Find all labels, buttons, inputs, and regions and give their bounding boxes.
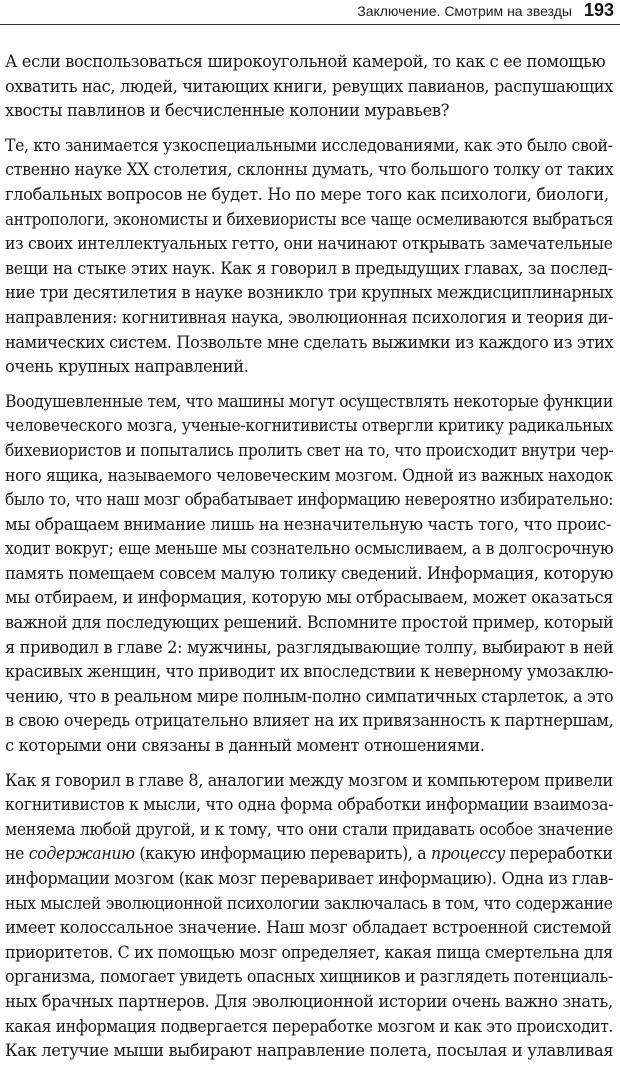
text-run: не xyxy=(5,844,29,864)
text-line: ных мыслей эволюционной психологии заключалась в том, что содержание xyxy=(5,893,613,913)
body-text xyxy=(5,50,613,1074)
text-line: ние три десятилетия в науке возникло три крупных междисциплинарных xyxy=(5,283,613,303)
text-line: ного ящика, называемого человеческим мозгом. Одной из важных находок xyxy=(5,465,613,485)
text-line: хвосты павлинов и бесчисленные колонии муравьев? xyxy=(5,101,450,121)
page-number: 193 xyxy=(583,0,614,20)
chapter-title: Заключение. Смотрим на звезды xyxy=(357,3,572,19)
text-line: мы отбираем, и информация, которую мы отбрасываем, может оказаться xyxy=(5,588,614,608)
text-line: охватить нас, людей, читающих книги, ревущих павианов, распушающих xyxy=(5,76,613,96)
text-line: Как летучие мыши выбирают направление полета, посылая и улавливая xyxy=(5,1041,614,1061)
header-rule xyxy=(0,24,620,25)
text-line xyxy=(5,842,613,867)
text-line: приоритетов. С их помощью мозг определяет, какая пища смертельна для xyxy=(5,942,613,962)
text-run: (какую информацию переварить), а xyxy=(134,844,431,864)
text-run: переработки xyxy=(504,844,613,864)
text-line: с которыми они связаны в данный момент отношениями. xyxy=(5,736,485,756)
paragraph-1 xyxy=(5,50,613,124)
text-line: какая информация подвергается переработке мозгом и как это происходит. xyxy=(5,1016,614,1036)
text-line: я приводил в главе 2: мужчины, разглядывающие толпу, выбирают в ней xyxy=(5,637,614,657)
paragraph-2 xyxy=(5,134,613,380)
paragraph-3 xyxy=(5,390,613,759)
paragraph-4 xyxy=(5,769,613,1064)
text-line: бихевиористов и попытались пролить свет на то, что происходит внутри чер- xyxy=(5,440,614,460)
text-line: чению, что в реальном мире полным-полно симпатичных старлеток, а это xyxy=(5,686,614,706)
text-line: вещи на стыке этих наук. Как я говорил в предыдущих главах, за послед- xyxy=(5,258,613,278)
text-line: мы обращаем внимание лишь на незначительную часть того, что проис- xyxy=(5,514,612,534)
text-line: Воодушевленные тем, что машины могут осуществлять некоторые функции xyxy=(5,391,613,411)
text-line: важной для последующих решений. Вспомните простой пример, который xyxy=(5,613,614,633)
text-line: имеет колоссальное значение. Наш мозг обладает встроенной системой xyxy=(5,918,612,938)
text-line: организма, помогает увидеть опасных хищников и разглядеть потенциаль- xyxy=(5,967,613,987)
text-line: красивых женщин, что приводит их впоследствии к неверному умозаклю- xyxy=(5,662,614,682)
text-line: когнитивистов к мысли, что одна форма обработки информации взаимоза- xyxy=(5,795,614,815)
text-line: глобальных вопросов не будет. Но по мере того как психологи, биологи, xyxy=(5,184,609,204)
text-line: ственно науке XX столетия, склонны думать, что большого толку от таких xyxy=(5,160,614,180)
text-line: намических систем. Позвольте мне сделать выжимки из каждого из этих xyxy=(5,332,614,352)
text-line: было то, что наш мозг обрабатывает информацию невероятно избирательно: xyxy=(5,490,614,510)
text-line: память помещаем совсем малую толику сведений. Информация, которую xyxy=(5,563,614,583)
text-line: направления: когнитивная наука, эволюционная психология и теория ди- xyxy=(5,307,614,327)
text-line: Как я говорил в главе 8, аналогии между мозгом и компьютером привели xyxy=(5,770,613,790)
running-header xyxy=(0,0,620,28)
text-line: из своих интеллектуальных гетто, они начинают открывать замечательные xyxy=(5,234,613,254)
text-line: очень крупных направлений. xyxy=(5,357,249,377)
text-line: ных брачных партнеров. Для эволюционной истории очень важно знать, xyxy=(5,991,613,1011)
text-line: А если воспользоваться широкоугольной камерой, то как с ее помощью xyxy=(5,52,606,71)
text-line: в свою очередь отрицательно влияет на их привязанность к партнершам, xyxy=(5,711,614,731)
text-line: Те, кто занимается узкоспециальными исследованиями, как это было свой- xyxy=(5,135,613,155)
text-line: информации мозгом (как мозг переваривает информацию). Одна из глав- xyxy=(5,869,613,888)
text-line: антропологи, экономисты и бихевиористы все чаще осмеливаются выбраться xyxy=(5,209,614,229)
emphasis-process: процессу xyxy=(430,844,505,864)
text-line: ходит вокруг; еще меньше мы сознательно осмысливаем, а в долгосрочную xyxy=(5,539,614,559)
emphasis-content: содержанию xyxy=(28,844,135,864)
text-line: человеческого мозга, ученые-когнитивисты отвергли критику радикальных xyxy=(5,416,613,436)
text-line: меняема любой другой, и к тому, что они стали придавать особое значение xyxy=(5,819,613,839)
